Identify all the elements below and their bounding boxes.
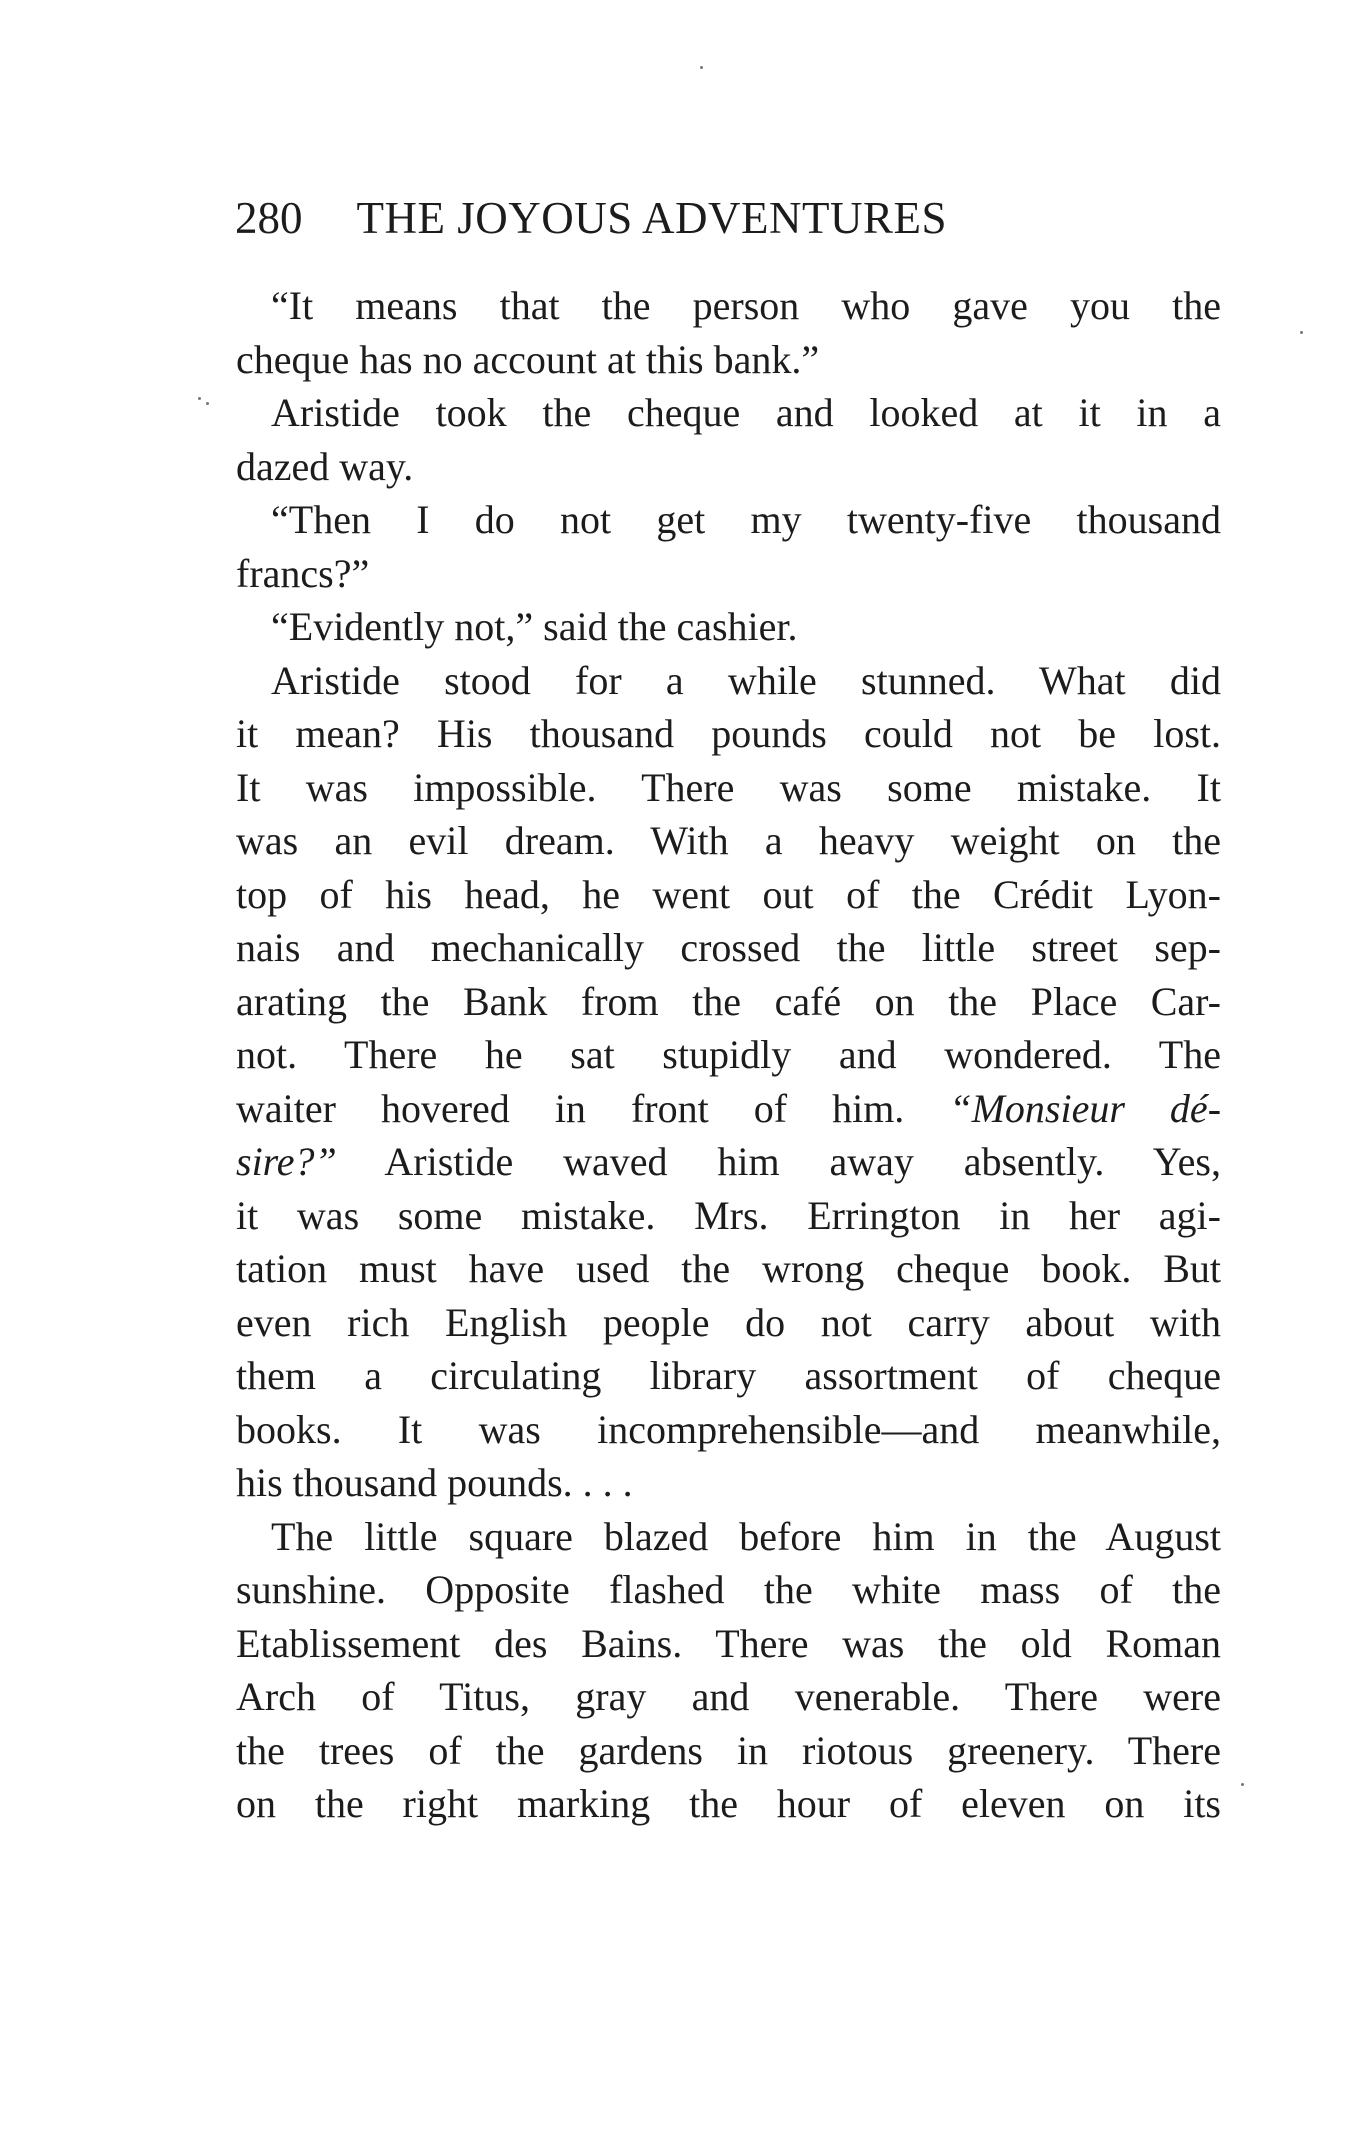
text-line: it mean? His thousand pounds could not be lost. <box>236 711 1221 756</box>
text-line: sunshine. Opposite flashed the white mass of the <box>236 1567 1221 1612</box>
text-line-mixed <box>236 1135 1221 1189</box>
text-line: books. It was incomprehensible—and meanwhile, <box>236 1406 1221 1452</box>
italic-run: “Monsieur dé- <box>949 1085 1221 1131</box>
text-line: tation must have used the wrong cheque book. But <box>236 1246 1221 1291</box>
text-line: Arch of Titus, gray and venerable. There were <box>236 1674 1221 1719</box>
text-line: top of his head, he went out of the Crédit Lyon- <box>236 871 1221 917</box>
text-line-mixed <box>236 1082 1221 1136</box>
italic-run: sire?” <box>236 1139 337 1184</box>
roman-run: waiter hovered in front of him. <box>236 1085 950 1131</box>
scan-speck <box>1300 331 1303 334</box>
text-line: was an evil dream. With a heavy weight on the <box>236 818 1221 863</box>
text-line: dazed way. <box>236 443 414 489</box>
text-line: Etablissement des Bains. There was the old Roman <box>236 1620 1221 1666</box>
page-number: 280 <box>235 193 303 243</box>
text-line: The little square blazed before him in the August <box>271 1513 1221 1559</box>
text-line: not. There he sat stupidly and wondered. The <box>236 1032 1221 1077</box>
scan-speck <box>1241 1783 1244 1786</box>
text-line: Aristide took the cheque and looked at it in a <box>271 390 1221 435</box>
text-line: his thousand pounds. . . . <box>236 1460 633 1505</box>
text-line: arating the Bank from the café on the Place Car- <box>236 978 1221 1024</box>
text-line: nais and mechanically crossed the little street sep- <box>236 925 1221 970</box>
text-line: francs?” <box>236 550 370 596</box>
text-line: them a circulating library assortment of cheque <box>236 1353 1221 1398</box>
body-text <box>236 279 1221 1831</box>
text-line: cheque has no account at this bank.” <box>236 336 820 382</box>
text-line: “Then I do not get my twenty-five thousand <box>271 497 1221 542</box>
text-line: Aristide stood for a while stunned. What did <box>271 657 1221 703</box>
text-line: on the right marking the hour of eleven on its <box>236 1781 1221 1826</box>
scan-speck <box>700 66 703 69</box>
text-line: the trees of the gardens in riotous greenery. There <box>236 1727 1221 1773</box>
text-line: It was impossible. There was some mistake. It <box>236 764 1221 810</box>
scan-speck <box>206 402 209 405</box>
text-line: it was some mistake. Mrs. Errington in her agi- <box>236 1192 1221 1238</box>
roman-run: Aristide waved him away absently. Yes, <box>336 1139 1221 1184</box>
scan-speck <box>198 397 201 400</box>
text-line: “Evidently not,” said the cashier. <box>271 604 798 649</box>
text-line: “It means that the person who gave you the <box>271 283 1221 328</box>
text-line: even rich English people do not carry about with <box>236 1299 1221 1345</box>
book-title: THE JOYOUS ADVENTURES <box>356 193 948 243</box>
running-head <box>235 188 1227 248</box>
